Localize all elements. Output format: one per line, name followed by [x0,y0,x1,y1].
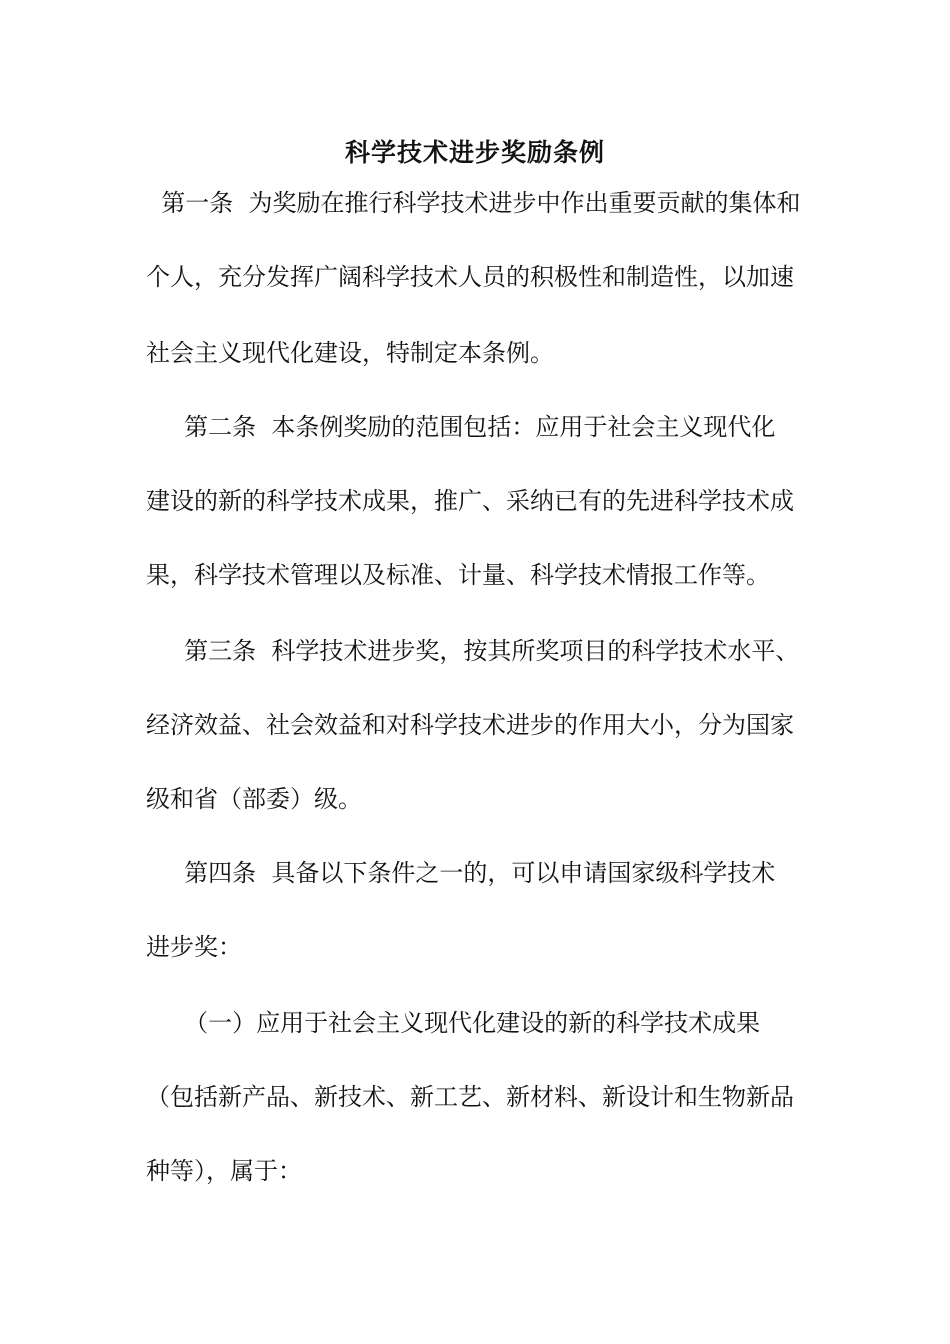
text-line: 第四条 具备以下条件之一的，可以申请国家级科学技术 [146,859,776,887]
text-line: 第三条 科学技术进步奖，按其所奖项目的科学技术水平、 [146,637,800,665]
document-title: 科学技术进步奖励条例 [344,138,605,167]
text-line: 第二条 本条例奖励的范围包括：应用于社会主义现代化 [146,413,776,441]
text-line: 级和省（部委）级。 [146,785,362,813]
text-line: （包括新产品、新技术、新工艺、新材料、新设计和生物新品 [146,1083,794,1111]
text-line: （一）应用于社会主义现代化建设的新的科学技术成果 [146,1009,761,1037]
text-line: 建设的新的科学技术成果，推广、采纳已有的先进科学技术成 [146,487,794,515]
text-line: 个人，充分发挥广阔科学技术人员的积极性和制造性，以加速 [146,263,794,291]
text-line: 进步奖： [146,933,242,961]
text-line: 果，科学技术管理以及标准、计量、科学技术情报工作等。 [146,561,770,589]
text-line: 经济效益、社会效益和对科学技术进步的作用大小，分为国家 [146,711,794,739]
text-line: 第一条 为奖励在推行科学技术进步中作出重要贡献的集体和 [146,189,801,217]
text-line: 社会主义现代化建设，特制定本条例。 [146,339,554,367]
text-line: 种等），属于： [146,1157,302,1185]
